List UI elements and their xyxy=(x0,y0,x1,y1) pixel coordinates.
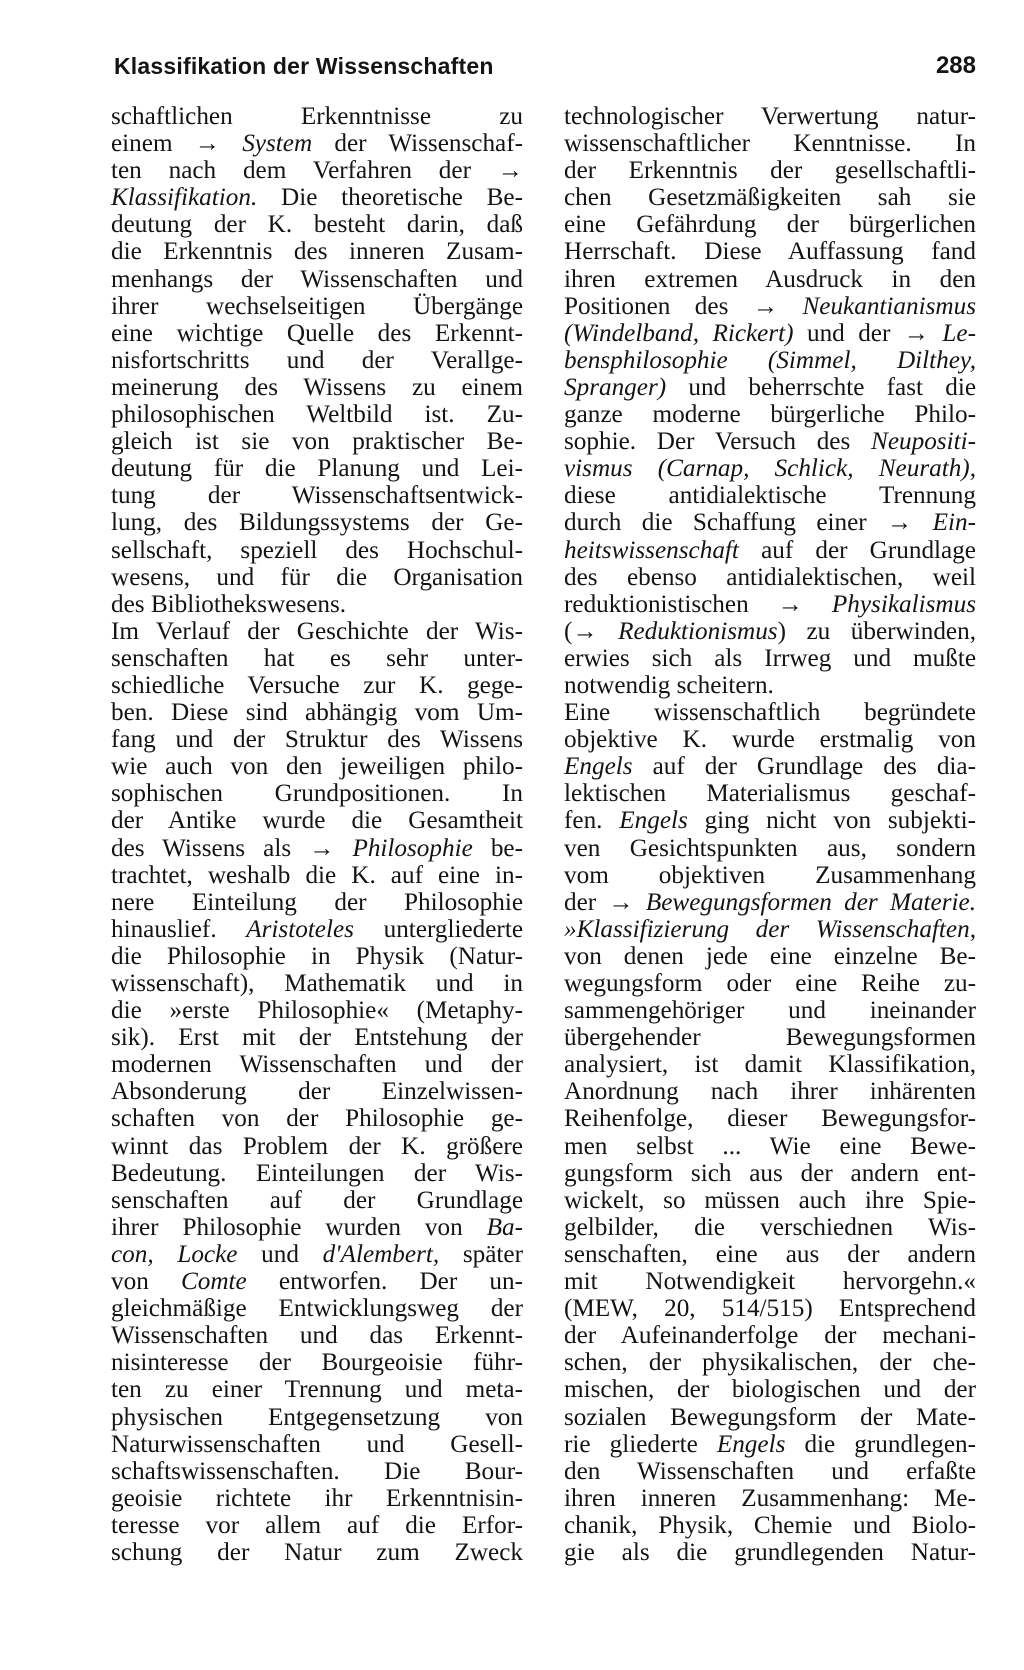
text-segment: von xyxy=(111,1268,181,1296)
text-line xyxy=(111,1376,523,1403)
text-segment: und der → xyxy=(793,319,943,347)
text-line xyxy=(564,835,976,862)
text-segment: von denen jede eine einzelne Be- xyxy=(564,942,976,970)
text-segment: später xyxy=(439,1240,523,1268)
text-segment: wegungsform oder eine Reihe zu- xyxy=(564,970,976,997)
text-segment: Bedeutung. Einteilungen der Wis- xyxy=(111,1159,523,1187)
text-line xyxy=(564,482,976,509)
text-segment: sik). Erst mit der Entstehung der xyxy=(111,1024,523,1052)
text-line xyxy=(564,618,976,645)
italic-term: Aristoteles xyxy=(246,915,354,943)
text-line xyxy=(564,238,976,265)
text-line xyxy=(111,726,523,753)
text-segment: senschaften auf der Grundlage xyxy=(111,1186,523,1214)
text-line xyxy=(564,645,976,672)
page-title: Klassifikation der Wissenschaften xyxy=(114,53,494,79)
text-line xyxy=(111,1214,523,1241)
text-segment: wesens, und für die Organisation xyxy=(111,563,523,591)
text-segment: wickelt, so müssen auch ihre Spie- xyxy=(564,1186,976,1214)
text-segment: des Bibliothekswesens. xyxy=(111,590,347,618)
italic-term: »Klassifizierung der Wissenschaften, xyxy=(564,915,976,943)
text-line xyxy=(111,1268,523,1295)
text-segment: men selbst ... Wie eine Bewe- xyxy=(564,1132,976,1160)
text-segment: untergliederte xyxy=(353,915,523,943)
text-line xyxy=(111,1295,523,1322)
text-line xyxy=(564,157,976,184)
text-line xyxy=(111,780,523,807)
text-segment: Die theoretische Be- xyxy=(257,184,523,212)
text-line xyxy=(564,916,976,943)
text-segment: trachtet, weshalb die K. auf eine in- xyxy=(111,861,523,889)
text-segment: schaften von der Philosophie ge- xyxy=(111,1105,523,1133)
text-line xyxy=(111,1078,523,1105)
text-segment: die Philosophie in Physik (Natur- xyxy=(111,942,523,970)
text-segment: nere Einteilung der Philosophie xyxy=(111,888,523,916)
text-segment: ihren extremen Ausdruck in den xyxy=(564,265,976,293)
text-segment: diese antidialektische Trennung xyxy=(564,482,976,510)
text-line xyxy=(111,157,523,184)
text-line xyxy=(111,916,523,943)
italic-term: Neupositi- xyxy=(871,428,976,456)
text-segment: technologischer Verwertung natur- xyxy=(564,103,976,130)
text-line xyxy=(111,645,523,672)
text-line xyxy=(564,970,976,997)
text-line xyxy=(564,266,976,293)
text-line xyxy=(564,1024,976,1051)
text-segment: eine wichtige Quelle des Erkennt- xyxy=(111,319,523,347)
text-segment: der Wissenschaf- xyxy=(312,130,523,158)
text-line xyxy=(111,320,523,347)
text-segment: tung der Wissenschaftsentwick- xyxy=(111,482,523,510)
text-line xyxy=(111,699,523,726)
text-segment: schung der Natur zum Zweck xyxy=(111,1538,523,1566)
text-segment: hinauslief. xyxy=(111,915,247,943)
text-segment: erwies sich als Irrweg und mußte xyxy=(564,644,976,672)
page-number: 288 xyxy=(935,52,976,79)
italic-term: Engels xyxy=(564,753,633,781)
text-line xyxy=(564,1133,976,1160)
text-segment: menhangs der Wissenschaften und xyxy=(111,265,523,293)
text-segment: (MEW, 20, 514/515) Entsprechend xyxy=(564,1295,976,1323)
text-segment: gungsform sich aus der andern ent- xyxy=(564,1159,976,1187)
text-segment: physischen Entgegensetzung von xyxy=(111,1403,523,1431)
text-line xyxy=(564,1105,976,1132)
text-line xyxy=(111,184,523,211)
text-line xyxy=(564,889,976,916)
text-segment: des Wissens als → xyxy=(111,834,353,862)
text-line xyxy=(111,1322,523,1349)
text-segment: schaftlichen Erkenntnisse zu xyxy=(111,103,523,130)
text-segment: Absonderung der Einzelwissen- xyxy=(111,1078,523,1106)
text-line xyxy=(111,509,523,536)
text-line xyxy=(564,509,976,536)
text-segment: der → xyxy=(564,888,646,916)
text-segment: modernen Wissenschaften und der xyxy=(111,1051,523,1079)
text-line xyxy=(111,401,523,428)
text-segment: Reihenfolge, dieser Bewegungsfor- xyxy=(564,1105,976,1133)
italic-term: Neukantianismus xyxy=(802,292,976,320)
text-line xyxy=(564,943,976,970)
text-segment: analysiert, ist damit Klassifikation, xyxy=(564,1051,976,1079)
text-segment: be- xyxy=(472,834,523,862)
text-segment: wissenschaftlicher Kenntnisse. In xyxy=(564,130,976,158)
text-segment: geoisie richtete ihr Erkenntnisin- xyxy=(111,1484,523,1512)
text-line xyxy=(564,1349,976,1376)
text-line xyxy=(564,699,976,726)
text-line xyxy=(564,807,976,834)
text-segment: fen. xyxy=(564,807,620,835)
text-line xyxy=(111,753,523,780)
italic-term: Comte xyxy=(180,1268,247,1296)
text-line xyxy=(564,1241,976,1268)
italic-term: Klassifikation. xyxy=(111,184,258,212)
text-segment: die »erste Philosophie« (Metaphy- xyxy=(111,997,523,1025)
text-segment: Anordnung nach ihrer inhärenten xyxy=(564,1078,976,1106)
text-segment: Positionen des → xyxy=(564,292,803,320)
text-line xyxy=(111,537,523,564)
text-segment: ging nicht von subjekti- xyxy=(687,807,976,835)
text-segment: schaftswissenschaften. Die Bour- xyxy=(111,1457,523,1485)
text-segment: die Erkenntnis des inneren Zusam- xyxy=(111,238,523,266)
text-line xyxy=(564,997,976,1024)
text-segment: die grundlegen- xyxy=(785,1430,976,1458)
running-header xyxy=(114,48,976,84)
text-line xyxy=(111,1105,523,1132)
italic-term: Ba- xyxy=(486,1213,523,1241)
text-line xyxy=(111,482,523,509)
text-line xyxy=(111,970,523,997)
italic-term: con, Locke xyxy=(111,1240,238,1268)
text-line xyxy=(111,211,523,238)
text-line xyxy=(564,1458,976,1485)
text-segment: Naturwissenschaften und Gesell- xyxy=(111,1430,523,1458)
text-segment: sellschaft, speziell des Hochschul- xyxy=(111,536,523,564)
text-segment: Herrschaft. Diese Auffassung fand xyxy=(564,238,976,266)
text-line xyxy=(564,401,976,428)
text-segment: gie als die grundlegenden Natur- xyxy=(564,1538,976,1566)
text-line xyxy=(564,428,976,455)
text-line xyxy=(111,1241,523,1268)
text-segment: rie gliederte xyxy=(564,1430,717,1458)
text-segment: der Antike wurde die Gesamtheit xyxy=(111,807,523,835)
text-line xyxy=(564,564,976,591)
text-segment: chanik, Physik, Chemie und Biolo- xyxy=(564,1511,976,1539)
text-line xyxy=(111,1133,523,1160)
text-line xyxy=(564,293,976,320)
text-segment: ihrer wechselseitigen Übergänge xyxy=(111,292,523,320)
text-line xyxy=(111,455,523,482)
text-segment: wissenschaft), Mathematik und in xyxy=(111,970,523,997)
text-segment: einem → xyxy=(111,130,243,158)
text-segment: der Erkenntnis der gesellschaftli- xyxy=(564,157,976,185)
text-line xyxy=(111,293,523,320)
text-line xyxy=(111,103,523,130)
text-line xyxy=(564,1431,976,1458)
text-line xyxy=(111,1051,523,1078)
italic-term: Reduktionismus xyxy=(618,617,778,645)
text-segment: notwendig scheitern. xyxy=(564,671,774,699)
italic-term: Spranger) xyxy=(564,373,667,401)
text-segment: senschaften, eine aus der andern xyxy=(564,1240,976,1268)
text-line xyxy=(564,1051,976,1078)
text-line xyxy=(564,1187,976,1214)
text-line xyxy=(111,347,523,374)
text-line xyxy=(564,780,976,807)
text-line xyxy=(111,835,523,862)
text-line xyxy=(564,1322,976,1349)
text-segment: mit Notwendigkeit hervorgehn.« xyxy=(564,1268,976,1296)
text-segment: vom objektiven Zusammenhang xyxy=(564,861,976,889)
text-line xyxy=(111,862,523,889)
text-line xyxy=(111,1512,523,1539)
text-segment: nisfortschritts und der Verallge- xyxy=(111,346,523,374)
text-segment: sammengehöriger und ineinander xyxy=(564,997,976,1025)
italic-term: heitswissenschaft xyxy=(564,536,739,564)
italic-term: Engels xyxy=(619,807,688,835)
text-segment: chen Gesetzmäßigkeiten sah sie xyxy=(564,184,976,212)
text-line xyxy=(111,374,523,401)
text-segment: ganze moderne bürgerliche Philo- xyxy=(564,401,976,429)
text-segment: deutung für die Planung und Lei- xyxy=(111,455,523,483)
text-line xyxy=(564,103,976,130)
text-line xyxy=(564,211,976,238)
text-segment: objektive K. wurde erstmalig von xyxy=(564,726,976,754)
text-line xyxy=(111,266,523,293)
text-line xyxy=(111,130,523,157)
text-line xyxy=(564,1512,976,1539)
text-line xyxy=(111,618,523,645)
text-line xyxy=(111,1539,523,1566)
text-segment: auf der Grundlage des dia- xyxy=(632,753,976,781)
italic-term: System xyxy=(242,130,313,158)
text-line xyxy=(111,1187,523,1214)
text-segment: durch die Schaffung einer → xyxy=(564,509,933,537)
text-segment: ten zu einer Trennung und meta- xyxy=(111,1376,523,1404)
italic-term: Physikalismus xyxy=(831,590,976,618)
text-segment: und xyxy=(237,1240,323,1268)
text-line xyxy=(564,591,976,618)
text-line xyxy=(564,726,976,753)
italic-term: Bewegungsformen der Materie. xyxy=(645,888,976,916)
text-segment: und beherrschte fast die xyxy=(666,373,976,401)
text-segment: ihren inneren Zusammenhang: Me- xyxy=(564,1484,976,1512)
text-segment: lung, des Bildungssystems der Ge- xyxy=(111,509,523,537)
italic-term: Engels xyxy=(716,1430,786,1458)
text-segment: winnt das Problem der K. größere xyxy=(111,1132,523,1160)
text-segment: lektischen Materialismus geschaf- xyxy=(564,780,976,808)
text-line xyxy=(564,1214,976,1241)
text-line xyxy=(564,672,976,699)
text-line xyxy=(564,347,976,374)
text-segment: entworfen. Der un- xyxy=(246,1268,524,1296)
text-segment: schen, der physikalischen, der che- xyxy=(564,1349,976,1377)
text-segment: deutung der K. besteht darin, daß xyxy=(111,211,523,239)
text-segment: teresse vor allem auf die Erfor- xyxy=(111,1511,523,1539)
italic-term: Le- xyxy=(942,319,976,347)
text-segment: nisinteresse der Bourgeoisie führ- xyxy=(111,1349,523,1377)
text-segment: sophischen Grundpositionen. In xyxy=(111,780,523,808)
text-line xyxy=(111,807,523,834)
italic-term: d'Alembert, xyxy=(322,1240,440,1268)
text-segment: Eine wissenschaftlich begründete xyxy=(564,699,976,727)
text-line xyxy=(111,1404,523,1431)
text-segment: mischen, der biologischen und der xyxy=(564,1376,976,1404)
italic-term: (Windelband, Rickert) xyxy=(564,319,794,347)
text-segment: Im Verlauf der Geschichte der Wis- xyxy=(111,617,523,645)
text-line xyxy=(564,130,976,157)
text-segment: gleichmäßige Entwicklungsweg der xyxy=(111,1295,523,1323)
text-segment: eine Gefährdung der bürgerlichen xyxy=(564,211,976,239)
text-segment: auf der Grundlage xyxy=(738,536,976,564)
text-line xyxy=(111,1485,523,1512)
text-segment: des ebenso antidialektischen, weil xyxy=(564,563,976,591)
text-line xyxy=(111,564,523,591)
text-segment: der Aufeinanderfolge der mechani- xyxy=(564,1322,976,1350)
text-line xyxy=(111,1431,523,1458)
text-line xyxy=(564,374,976,401)
italic-term: Ein- xyxy=(932,509,976,537)
text-segment: wie auch von den jeweiligen philo- xyxy=(111,753,523,781)
text-line xyxy=(564,1539,976,1566)
text-line xyxy=(564,1485,976,1512)
text-segment: schiedliche Versuche zur K. gege- xyxy=(111,671,523,699)
text-segment: ) zu überwinden, xyxy=(777,617,976,645)
text-segment: philosophischen Weltbild ist. Zu- xyxy=(111,401,523,429)
text-segment: ihrer Philosophie wurden von xyxy=(111,1213,487,1241)
text-segment: Wissenschaften und das Erkennt- xyxy=(111,1322,523,1350)
text-segment: sozialen Bewegungsform der Mate- xyxy=(564,1403,976,1431)
text-segment: reduktionistischen → xyxy=(564,590,832,618)
text-line xyxy=(111,1349,523,1376)
text-line xyxy=(111,238,523,265)
text-segment: ben. Diese sind abhängig vom Um- xyxy=(111,699,523,727)
text-line xyxy=(111,889,523,916)
text-line xyxy=(111,1160,523,1187)
text-segment: (→ xyxy=(564,617,619,645)
text-line xyxy=(564,320,976,347)
text-segment: ten nach dem Verfahren der → xyxy=(111,157,523,185)
italic-term: Philosophie xyxy=(352,834,473,862)
text-line xyxy=(564,1404,976,1431)
text-line xyxy=(111,1024,523,1051)
text-segment: gleich ist sie von praktischer Be- xyxy=(111,428,523,456)
text-line xyxy=(111,997,523,1024)
text-column-left xyxy=(111,103,523,1566)
text-line xyxy=(564,1078,976,1105)
text-line xyxy=(564,537,976,564)
text-column-right xyxy=(564,103,976,1566)
text-line xyxy=(111,428,523,455)
text-segment: fang und der Struktur des Wissens xyxy=(111,726,523,754)
text-line xyxy=(111,672,523,699)
text-line xyxy=(111,591,523,618)
text-segment: übergehender Bewegungsformen xyxy=(564,1024,976,1052)
text-line xyxy=(564,1268,976,1295)
text-line xyxy=(111,943,523,970)
italic-term: vismus (Carnap, Schlick, Neurath), xyxy=(564,455,976,483)
text-segment: gelbilder, die verschiednen Wis- xyxy=(564,1213,976,1241)
text-line xyxy=(564,753,976,780)
text-segment: den Wissenschaften und erfaßte xyxy=(564,1457,976,1485)
text-segment: senschaften hat es sehr unter- xyxy=(111,644,523,672)
italic-term: bensphilosophie (Simmel, Dilthey, xyxy=(564,346,976,374)
text-line xyxy=(564,1160,976,1187)
text-line xyxy=(111,1458,523,1485)
text-line xyxy=(564,455,976,482)
text-segment: meinerung des Wissens zu einem xyxy=(111,373,523,401)
text-line xyxy=(564,1376,976,1403)
text-segment: ven Gesichtspunkten aus, sondern xyxy=(564,834,976,862)
text-segment: sophie. Der Versuch des xyxy=(564,428,872,456)
text-line xyxy=(564,1295,976,1322)
text-line xyxy=(564,862,976,889)
text-line xyxy=(564,184,976,211)
